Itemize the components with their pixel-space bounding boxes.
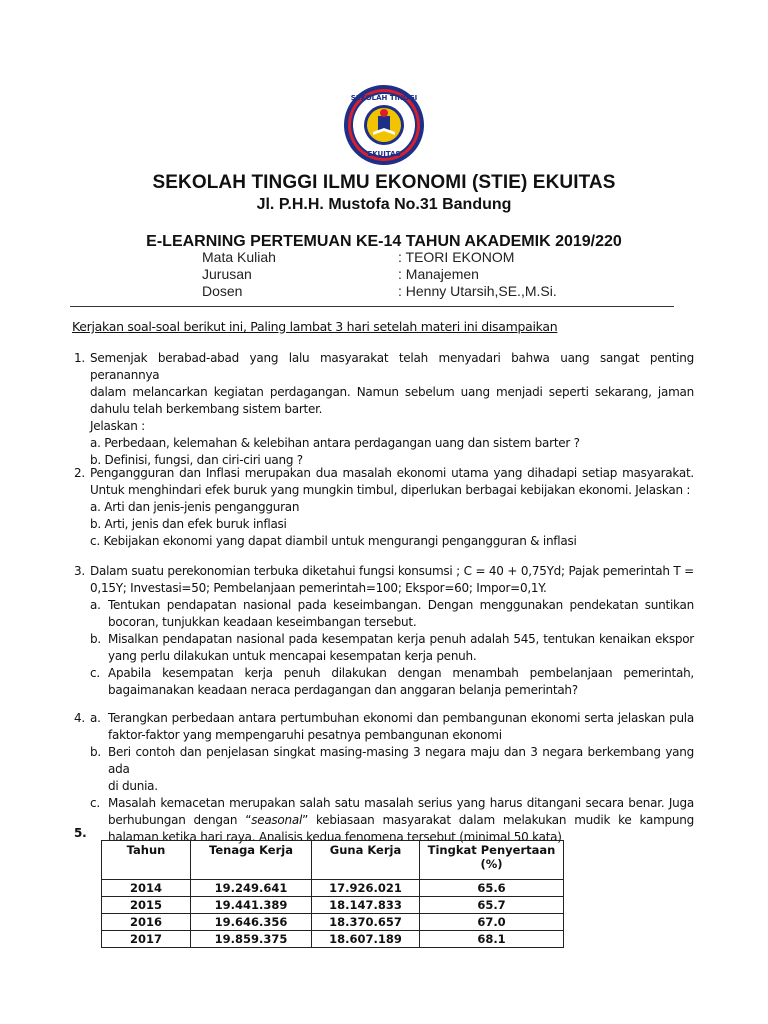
svg-text:EKUITAS: EKUITAS bbox=[367, 150, 401, 158]
question-number: 3. bbox=[74, 564, 85, 578]
question-line: Apabila kesempatan kerja penuh dilakukan dengan menambah pembelanjaan pemerintah, bbox=[108, 666, 694, 680]
column-header: Tenaga Kerja bbox=[191, 841, 312, 880]
question-number: 2. bbox=[74, 466, 85, 480]
table-cell: 19.646.356 bbox=[191, 914, 312, 931]
question-4 bbox=[74, 710, 694, 846]
table-cell: 19.441.389 bbox=[191, 897, 312, 914]
subquestion-letter: c. bbox=[90, 666, 100, 680]
question-line: Misalkan pendapatan nasional pada kesempatan kerja penuh adalah 545, tentukan kenaikan ekspor bbox=[108, 632, 694, 646]
question-line: Terangkan perbedaan antara pertumbuhan ekonomi dan pembangunan ekonomi serta jelaskan pula bbox=[108, 711, 694, 725]
column-header: Tahun bbox=[102, 841, 191, 880]
table-cell: 2015 bbox=[102, 897, 191, 914]
question-line: Beri contoh dan penjelasan singkat masing-masing 3 negara maju dan 3 negara berkembang yang ada bbox=[108, 745, 694, 776]
svg-text:SEKOLAH TINGGI: SEKOLAH TINGGI bbox=[350, 94, 418, 102]
column-header bbox=[420, 841, 564, 880]
info-label: Dosen bbox=[202, 283, 243, 299]
table-row bbox=[102, 897, 564, 914]
column-header: Guna Kerja bbox=[312, 841, 420, 880]
question-3 bbox=[74, 563, 694, 699]
session-title: E-LEARNING PERTEMUAN KE-14 TAHUN AKADEMIK 2019/220 bbox=[146, 233, 622, 250]
question-line: di dunia. bbox=[108, 779, 158, 793]
info-value: : Manajemen bbox=[398, 266, 479, 282]
table-cell: 18.147.833 bbox=[312, 897, 420, 914]
question-line: halaman ketika hari raya. Analisis kedua fenomena tersebut (minimal 50 kata) bbox=[108, 830, 562, 844]
divider-line bbox=[70, 306, 674, 307]
question-line: Semenjak berabad-abad yang lalu masyarakat telah menyadari bahwa uang sangat penting peranannya bbox=[90, 351, 694, 382]
table-cell: 65.6 bbox=[420, 880, 564, 897]
question-line: Untuk menghindari efek buruk yang mungkin timbul, diperlukan berbagai kebijakan ekonomi. Jelaskan : bbox=[90, 483, 691, 497]
info-label: Mata Kuliah bbox=[202, 249, 276, 265]
table-cell: 2014 bbox=[102, 880, 191, 897]
question-line: bagaimanakan keadaan neraca perdagangan dan anggaran belanja pemerintah? bbox=[108, 683, 578, 697]
table-cell: 2016 bbox=[102, 914, 191, 931]
subquestion-letter: c. bbox=[90, 796, 100, 810]
table-cell: 18.370.657 bbox=[312, 914, 420, 931]
institution-address: Jl. P.H.H. Mustofa No.31 Bandung bbox=[256, 196, 512, 213]
table-row bbox=[102, 880, 564, 897]
table-cell: 2017 bbox=[102, 931, 191, 948]
table-cell: 68.1 bbox=[420, 931, 564, 948]
column-header-line: Tingkat Penyertaan bbox=[427, 843, 556, 857]
question-line: Dalam suatu perekonomian terbuka diketahui fungsi konsumsi ; C = 40 + 0,75Yd; Pajak pemerintah T = bbox=[90, 564, 694, 578]
instruction-text: Kerjakan soal-soal berikut ini, Paling lambat 3 hari setelah materi ini disampaikan bbox=[72, 319, 558, 334]
question-line: 0,15Y; Investasi=50; Pembelanjaan pemerintah=100; Ekspor=60; Impor=0,1Y. bbox=[90, 581, 547, 595]
subquestion-letter: a. bbox=[90, 598, 101, 612]
question-number: 4. bbox=[74, 711, 85, 725]
table-row bbox=[102, 931, 564, 948]
stie-ekuitas-logo bbox=[343, 84, 425, 166]
subquestion-letter: b. bbox=[90, 632, 101, 646]
question-line-part: berhubungan dengan “ bbox=[108, 813, 252, 827]
institution-title: SEKOLAH TINGGI ILMU EKONOMI (STIE) EKUITAS bbox=[152, 172, 616, 193]
question-line-part: ” kebiasaan masyarakat dalam melakukan mudik ke kampung bbox=[302, 813, 694, 827]
question-line: Pengangguran dan Inflasi merupakan dua masalah ekonomi utama yang dihadapi setiap masyarakat. bbox=[90, 466, 694, 480]
question-1 bbox=[74, 350, 694, 469]
question-line: b. Definisi, fungsi, dan ciri-ciri uang ? bbox=[90, 453, 303, 467]
table-cell: 18.607.189 bbox=[312, 931, 420, 948]
emphasis-term: seasonal bbox=[251, 813, 303, 827]
question-line: a. Perbedaan, kelemahan & kelebihan antara perdagangan uang dan sistem barter ? bbox=[90, 436, 580, 450]
question-line bbox=[108, 812, 694, 829]
question-line: dalam melancarkan kegiatan perdagangan. Namun sebelum uang menjadi seperti sekarang, jaman bbox=[90, 385, 694, 399]
table-cell: 19.859.375 bbox=[191, 931, 312, 948]
info-label: Jurusan bbox=[202, 266, 252, 282]
question-line: Masalah kemacetan merupakan salah satu masalah serius yang harus ditangani secara benar. Juga bbox=[108, 796, 694, 810]
question-line: faktor-faktor yang mempengaruhi pesatnya pembangunan ekonomi bbox=[108, 728, 502, 742]
table-row bbox=[102, 914, 564, 931]
question-line: a. Arti dan jenis-jenis pengangguran bbox=[90, 500, 300, 514]
data-table bbox=[101, 840, 564, 948]
question-line: Tentukan pendapatan nasional pada keseimbangan. Dengan menggunakan pendekatan suntikan bbox=[108, 598, 694, 612]
question-line: b. Arti, jenis dan efek buruk inflasi bbox=[90, 517, 287, 531]
subquestion-letter: a. bbox=[90, 711, 101, 725]
question-5-number: 5. bbox=[74, 826, 87, 840]
question-line: c. Kebijakan ekonomi yang dapat diambil untuk mengurangi pengangguran & inflasi bbox=[90, 534, 577, 548]
table-cell: 19.249.641 bbox=[191, 880, 312, 897]
subquestion-letter: b. bbox=[90, 745, 101, 759]
info-value: : TEORI EKONOM bbox=[398, 249, 515, 265]
question-line: yang perlu dilakukan untuk mencapai kesempatan kerja penuh. bbox=[108, 649, 477, 663]
column-header-line: (%) bbox=[480, 857, 503, 871]
info-value: : Henny Utarsih,SE.,M.Si. bbox=[398, 283, 557, 299]
table-cell: 67.0 bbox=[420, 914, 564, 931]
question-2 bbox=[74, 465, 694, 550]
question-line: Jelaskan : bbox=[90, 419, 145, 433]
question-line: bocoran, tunjukkan keadaan keseimbangan tersebut. bbox=[108, 615, 417, 629]
table-header-row bbox=[102, 841, 564, 880]
table-cell: 65.7 bbox=[420, 897, 564, 914]
question-line: dahulu telah berkembang sistem barter. bbox=[90, 402, 323, 416]
question-number: 1. bbox=[74, 351, 85, 365]
table-cell: 17.926.021 bbox=[312, 880, 420, 897]
